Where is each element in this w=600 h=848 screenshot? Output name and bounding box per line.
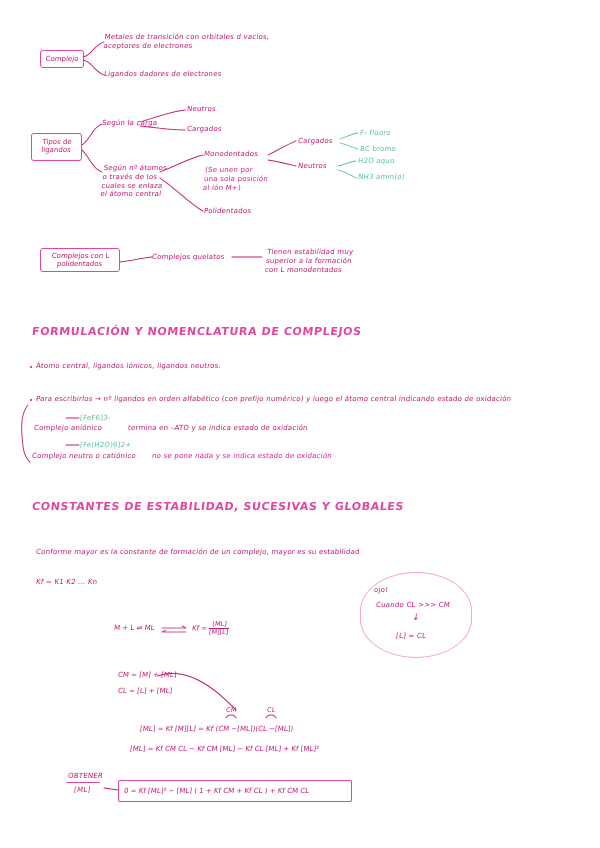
item-neutral-text: no se pone nada y se indica estado de oxidación [151, 452, 333, 460]
kf-fraction [208, 621, 229, 636]
complejos-quelatos: Complejos quelatos [151, 253, 226, 261]
complejo-box-label: Complejo [45, 55, 79, 63]
bullet-dot [30, 399, 32, 401]
mass-balance-1 [118, 671, 177, 679]
section-1-title: FORMULACIÓN Y NOMENCLATURA DE COMPLEJOS [31, 325, 363, 338]
section-2-title: CONSTANTES DE ESTABILIDAD, SUCESIVAS Y GLOBALES [31, 500, 405, 513]
section-1-bullet-2: Para escribirlos → nº ligandos en orden alfabético (con prefijo numérico) y luego el átomo central indicando estado de oxidación [35, 395, 512, 403]
sub-label-cl: CL [266, 706, 277, 714]
neutral-formula: [Fe(H2O)6]2+ [79, 441, 132, 449]
note-line-1: Cuando CL >>> CM [375, 601, 451, 609]
kf-label: Kf = [191, 624, 208, 633]
kf-denominator: [M][L] [208, 627, 229, 636]
map1-branch-2: Ligandos dadores de electrones [103, 70, 223, 78]
map2-criteria-1-item-2: Cargados [186, 125, 223, 133]
map2-criteria-2-item-2: Polidentados [203, 207, 252, 215]
section-2-line-1: Conforme mayor es la constante de formación de un complejo, mayor es su estabilidad [35, 548, 361, 556]
reaction-text: M + L ⇌ ML [113, 624, 156, 632]
bullet-dot [30, 366, 32, 368]
item-anionic-text: termina en –ATO y se indica estado de oxidación [127, 424, 309, 432]
section-2-line-2: Kf = K1·K2 ... Kn [35, 578, 98, 586]
mass-balance-2-right: [L] + [ML] [136, 687, 173, 695]
mono-sub-cargados: Cargados [297, 137, 334, 145]
mass-balance-1-left: CM = [117, 671, 138, 679]
anionic-formula: [FeF6]3- [79, 414, 112, 422]
obtener-value: [ML] [73, 786, 91, 794]
note-title: ojo! [373, 586, 389, 594]
mass-balance-2 [118, 687, 173, 695]
note-line-2: [L] ≈ CL [395, 632, 427, 640]
item-anionic-label: Complejo aniónico [33, 424, 103, 432]
mass-balance-1-right: [M] + [ML] [138, 671, 177, 679]
note-arrow: ↓ [411, 613, 421, 623]
map2-criteria-2: Según nº átomos o través de los cuales se enlaza el átomo central [99, 164, 168, 199]
item-neutral-label: Complejo neutro o catiónico [31, 452, 137, 460]
map2-criteria-1-item-1: Neutros [186, 105, 217, 113]
sub-label-cm: CM [225, 706, 238, 714]
mono-sub-neutros: Neutros [297, 162, 328, 170]
obtener-label: OBTENER [67, 772, 104, 780]
map1-branch-1: Metales de transición con orbitales d vacíos, aceptores de electrones [103, 33, 270, 50]
map2-criteria-2-item-1: Monodentados [203, 150, 259, 158]
kf-numerator: [ML] [211, 620, 228, 628]
kf-definition [191, 621, 230, 636]
section-1-bullet-1: Átomo central, ligandos iónicos, ligandos neutros. [35, 362, 222, 370]
quelatos-explanation: Tienen estabilidad muy superior a la formación con L monodentados [264, 248, 354, 274]
derivation-line-1: [ML] = Kf [M][L] = Kf (CM −[ML])(CL −[ML]) [139, 725, 294, 733]
complejos-polidentados-label: Complejos con L polidentados [51, 252, 110, 269]
obtener-underline [66, 782, 100, 783]
monodentados-note: (Se unen por una sola posición al ión M+) [202, 166, 269, 192]
final-equation: 0 = Kf [ML]² − [ML] ( 1 + Kf CM + Kf CL ) + Kf CM CL [123, 787, 310, 795]
mono-example-1: F- flúoro [359, 129, 392, 137]
tipos-ligandos-label: Tipos de ligandos [40, 138, 73, 155]
mono-example-4: NH3 amin(o) [357, 173, 406, 181]
mono-example-2: BC bromo [359, 145, 397, 153]
derivation-line-2: [ML] = Kf CM CL − Kf CM [ML] − Kf CL [ML] + Kf [ML]² [129, 745, 320, 753]
mass-balance-2-left: CL = [117, 687, 136, 695]
reaction-equation [114, 624, 155, 632]
map2-criteria-1: Según la carga [101, 119, 158, 127]
mono-example-3: H2O aquo [357, 157, 396, 165]
